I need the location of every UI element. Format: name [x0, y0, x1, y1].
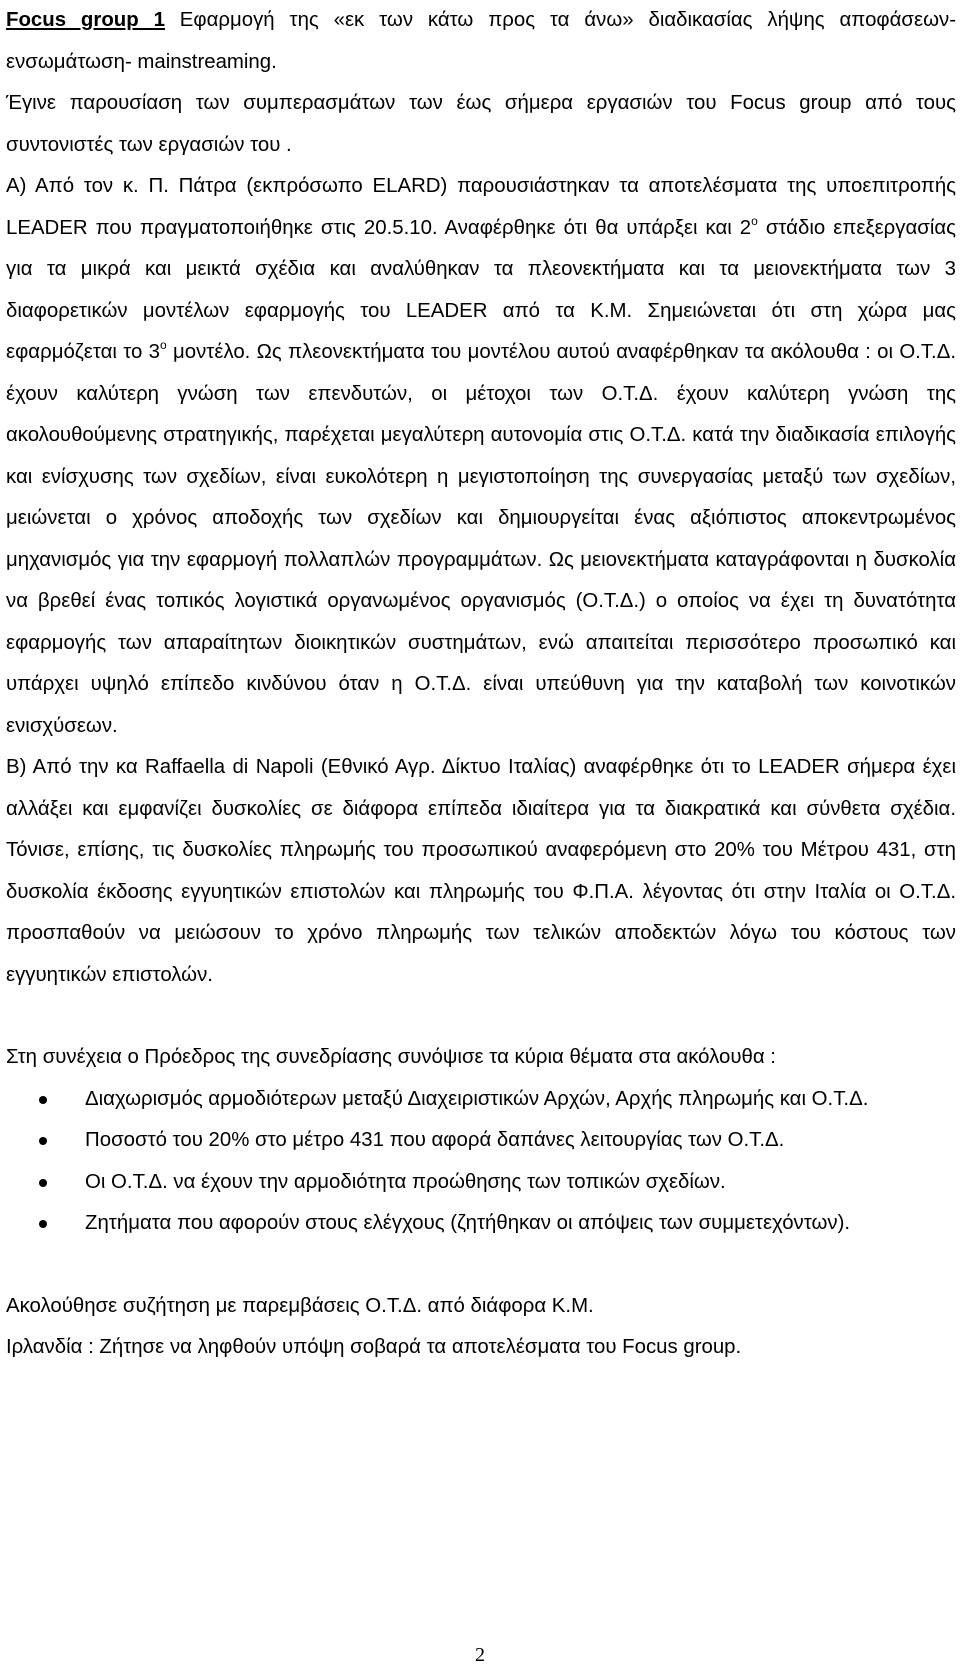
discussion-paragraph: Ακολούθησε συζήτηση με παρεμβάσεις Ο.Τ.Δ. από διάφορα Κ.Μ.	[6, 1294, 594, 1317]
list-item	[6, 1203, 956, 1245]
list-item	[6, 1120, 956, 1162]
list-item	[6, 1162, 956, 1204]
bullet-icon	[39, 1179, 47, 1187]
heading-text: Εφαρμογή της «εκ των κάτω προς τα άνω» διαδικασίας λήψης αποφάσεων-ενσωμάτωση- mainstreaming.	[6, 9, 957, 73]
ordinal-superscript: ο	[160, 338, 167, 352]
summary-list	[6, 1079, 956, 1245]
intro-paragraph: Έγινε παρουσίαση των συμπερασμάτων των έως σήμερα εργασιών του Focus group από τους συντονιστές των εργασιών του .	[6, 92, 956, 156]
list-item	[6, 1079, 956, 1121]
list-item-text: Διαχωρισμός αρμοδιότερων μεταξύ Διαχειριστικών Αρχών, Αρχής πληρωμής και Ο.Τ.Δ.	[85, 1087, 869, 1110]
section-b-paragraph: Β) Από την κα Raffaella di Napoli (Εθνικό Αγρ. Δίκτυο Ιταλίας) αναφέρθηκε ότι το LEADER σήμερα έχει αλλάξει και εμφανίζει δυσκολίες σε διάφορα επίπεδα ιδιαίτερα για τα διακρατικά και σύνθετα σχέδια. Τόνισε, επίσης, τις δυσκολίες πληρωμής του προσωπικού αναφερόμενη στο 20% του Μέτρου 431, στη δυσκολία έκδοσης εγγυητικών επιστολών και πληρωμής του Φ.Π.Α. λέγοντας ότι στην Ιταλία οι Ο.Τ.Δ. προσπαθούν να μειώσουν το χρόνο πληρωμής των τελικών αποδεκτών λόγω του κόστους των εγγυητικών επιστολών.	[6, 756, 956, 986]
list-item-text: Ζητήματα που αφορούν στους ελέγχους (ζητήθηκαν οι απόψεις των συμμετεχόντων).	[85, 1212, 851, 1234]
list-item-text: Ποσοστό του 20% στο μέτρο 431 που αφορά δαπάνες λειτουργίας των Ο.Τ.Δ.	[85, 1129, 785, 1151]
ordinal-superscript: ο	[751, 213, 758, 228]
document-page	[6, 0, 956, 1369]
focus-group-label: Focus group 1	[6, 9, 165, 31]
list-item-text: Οι Ο.Τ.Δ. να έχουν την αρμοδιότητα προώθησης των τοπικών σχεδίων.	[85, 1170, 726, 1193]
bullet-icon	[39, 1220, 47, 1228]
spacer	[6, 1245, 956, 1286]
summary-intro: Στη συνέχεια ο Πρόεδρος της συνεδρίασης συνόψισε τα κύρια θέματα στα ακόλουθα :	[6, 1046, 776, 1068]
page-number: 2	[475, 1644, 485, 1666]
bullet-icon	[39, 1137, 47, 1145]
section-a-part1: Α) Από τον κ. Π. Πάτρα (εκπρόσωπο ELARD) παρουσιάστηκαν τα αποτελέσματα της υποεπιτροπής LEADER που πραγματοποιήθηκε στις 20.5.10. Αναφέρθηκε ότι θα υπάρξει και 2	[6, 175, 956, 239]
section-a-part2: στάδιο επεξεργασίας για τα μικρά και μεικτά σχέδια και αναλύθηκαν τα πλεονεκτήματα και τα μειονεκτήματα των 3 διαφορετικών μοντέλων εφαρμογής του LEADER από τα Κ.Μ. Σημειώνεται ότι στη χώρα μας εφαρμόζεται το 3	[6, 216, 956, 363]
spacer	[6, 996, 956, 1037]
heading-paragraph	[6, 0, 956, 83]
section-a-part3: μοντέλο. Ως πλεονεκτήματα του μοντέλου αυτού αναφέρθηκαν τα ακόλουθα : οι Ο.Τ.Δ. έχουν καλύτερη γνώση των επενδυτών, οι μέτοχοι των Ο.Τ.Δ. έχουν καλύτερη γνώση της ακολουθούμενης στρατηγικής, παρέχεται μεγαλύτερη αυτονομία στις Ο.Τ.Δ. κατά την διαδικασία επιλογής και ενίσχυσης των σχεδίων, είναι ευκολότερη η μεγιστοποίηση της συνεργασίας μεταξύ των σχεδίων, μειώνεται ο χρόνος αποδοχής των σχεδίων και δημιουργείται ένας αξιόπιστος αποκεντρωμένος μηχανισμός για την εφαρμογή πολλαπλών προγραμμάτων. Ως μειονεκτήματα καταγράφονται η δυσκολία να βρεθεί ένας τοπικός λογιστικά οργανωμένος οργανισμός (Ο.Τ.Δ.) ο οποίος να έχει τη δυνατότητα εφαρμογής των απαραίτητων διοικητικών συστημάτων, ενώ απαιτείται περισσότερο προσωπικό και υπάρχει υψηλό επίπεδο κινδύνου όταν η Ο.Τ.Δ. είναι υπεύθυνη για την καταβολή των κοινοτικών ενισχύσεων.	[6, 341, 957, 737]
bullet-icon	[39, 1096, 47, 1104]
ireland-paragraph: Ιρλανδία : Ζήτησε να ληφθούν υπόψη σοβαρά τα αποτελέσματα του Focus group.	[6, 1336, 742, 1358]
section-a-paragraph	[6, 166, 956, 747]
